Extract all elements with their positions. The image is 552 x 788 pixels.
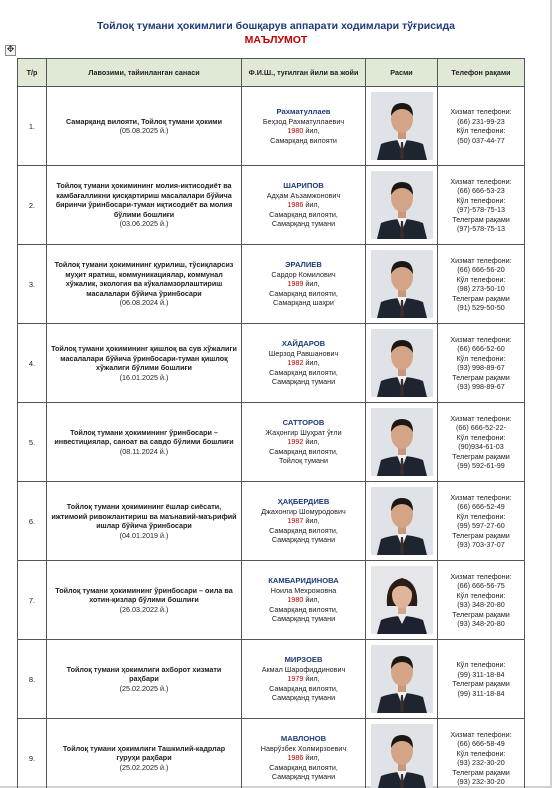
person-name: Сардор Комилович bbox=[271, 269, 336, 279]
portrait-man-photo bbox=[371, 645, 433, 713]
person-cell bbox=[242, 561, 366, 640]
photo-cell bbox=[366, 561, 438, 640]
person-birthplace: Самарқанд вилояти, bbox=[269, 683, 338, 693]
position-title: Тойлоқ тумани ҳокимлиги Ташкилий-кадрлар гуруҳи раҳбари bbox=[62, 743, 226, 763]
person-surname: ХАЙДАРОВ bbox=[281, 339, 326, 349]
person-birth-year bbox=[244, 358, 363, 368]
phone-line: (93) 232-30-20 bbox=[457, 758, 505, 767]
phone-line: (90)934-61-03 bbox=[458, 442, 504, 451]
birth-year-value: 1992 bbox=[287, 437, 304, 447]
person-birthplace: Самарқанд тумани bbox=[271, 693, 336, 703]
table-move-handle-icon[interactable]: ✥ bbox=[6, 45, 15, 55]
phone-line: (66) 666-52-49 bbox=[457, 502, 505, 511]
birth-year-value: 1989 bbox=[287, 279, 304, 289]
portrait-man-photo bbox=[371, 329, 433, 397]
portrait-man-photo bbox=[371, 92, 433, 160]
person-name: Наврўзбек Холмирзоевич bbox=[260, 743, 347, 753]
table-body bbox=[18, 87, 525, 788]
phone-line: (66) 666-56-75 bbox=[457, 581, 505, 590]
phone-line: Хизмат телефони: bbox=[450, 255, 512, 265]
row-number: 1. bbox=[18, 87, 47, 166]
table-row bbox=[18, 324, 525, 403]
person-name: Адҳам Аъзамжонович bbox=[266, 190, 341, 200]
header-photo: Расми bbox=[366, 59, 438, 87]
birth-year-value: 1986 bbox=[287, 753, 304, 763]
appointment-date: (05.08.2025 й.) bbox=[119, 126, 169, 135]
person-birth-year bbox=[244, 279, 363, 289]
appointment-date: (08.11.2024 й.) bbox=[119, 446, 169, 456]
position-title: Тойлоқ тумани ҳокимининг молия-иктисодиёт ва камбағалликни қисқартириш масалалари бўйича биринчи ўринбосари-туман иқтисодиёт ва молия бўлими бошлиғи bbox=[55, 181, 233, 219]
birth-year-suffix: йил, bbox=[303, 200, 320, 210]
phone-line: (97)-578-75-13 bbox=[457, 224, 505, 233]
row-number: 2. bbox=[18, 166, 47, 245]
phone-line: Телеграм рақами bbox=[452, 609, 510, 619]
position-cell bbox=[47, 561, 242, 640]
phone-line: Хизмат телефони: bbox=[450, 176, 512, 186]
person-birthplace: Самарқанд вилояти, bbox=[269, 525, 338, 535]
phone-line: Кўл телефони: bbox=[456, 195, 506, 205]
position-cell bbox=[47, 324, 242, 403]
person-birth-year bbox=[244, 126, 363, 136]
phone-line: (99) 311-18-84 bbox=[457, 669, 505, 679]
phone-cell bbox=[438, 403, 525, 482]
row-number: 4. bbox=[18, 324, 47, 403]
phone-cell bbox=[438, 87, 525, 166]
birth-year-suffix: йил, bbox=[303, 358, 320, 368]
person-cell bbox=[242, 324, 366, 403]
position-title: Тойлоқ тумани ҳокимининг қишлоқ ва сув хўжалиги масалалари бўйича ўринбосари-туман қишлоқ хўжалиги бўлими бошлиғи bbox=[51, 344, 237, 372]
header-phone: Телефон рақами bbox=[438, 59, 525, 87]
person-birthplace: Самарқанд вилояти, bbox=[269, 762, 338, 772]
phone-line: Кўл телефони: bbox=[456, 660, 506, 669]
portrait-woman-photo bbox=[371, 566, 433, 634]
phone-line: Кўл телефони: bbox=[456, 748, 506, 758]
phone-line: (50) 037-44-77 bbox=[457, 135, 505, 145]
person-birthplace: Самарқанд тумани bbox=[271, 377, 336, 387]
phone-line: Хизмат телефони: bbox=[450, 334, 512, 344]
person-cell bbox=[242, 245, 366, 324]
phone-line: Хизмат телефони: bbox=[450, 571, 512, 581]
person-surname: КАМБАРИДИНОВА bbox=[268, 576, 339, 586]
person-birth-year bbox=[244, 753, 363, 763]
person-cell bbox=[242, 166, 366, 245]
appointment-date: (25.02.2025 й.) bbox=[119, 762, 169, 772]
phone-line: Телеграм рақами bbox=[452, 679, 510, 688]
position-cell bbox=[47, 166, 242, 245]
phone-line: (97)-578-75-13 bbox=[457, 205, 505, 214]
phone-line: Телеграм рақами bbox=[452, 214, 510, 224]
phone-line: Телеграм рақами bbox=[452, 767, 510, 777]
person-cell bbox=[242, 719, 366, 788]
header-person: Ф.И.Ш., туғилган йили ва жойи bbox=[242, 59, 366, 87]
appointment-date: (04.01.2019 й.) bbox=[119, 530, 169, 540]
person-surname: ЭРАЛИЕВ bbox=[285, 260, 322, 270]
person-birthplace: Самарқанд вилояти, bbox=[269, 209, 338, 219]
portrait-man-photo bbox=[371, 408, 433, 476]
phone-line: (93) 998-89-67 bbox=[457, 382, 505, 391]
row-number: 7. bbox=[18, 561, 47, 640]
phone-line: Кўл телефони: bbox=[456, 432, 506, 442]
photo-cell bbox=[366, 87, 438, 166]
phone-line: (98) 273-50-10 bbox=[457, 284, 505, 293]
table-header-row bbox=[18, 59, 525, 87]
phone-line: Кўл телефони: bbox=[456, 511, 506, 521]
person-birth-year bbox=[244, 674, 363, 684]
person-birthplace: Самарқанд тумани bbox=[271, 614, 336, 624]
header-num: Т/р bbox=[18, 59, 47, 87]
appointment-date: (25.02.2025 й.) bbox=[119, 683, 169, 693]
phone-line: (66) 666-53-23 bbox=[457, 186, 505, 195]
photo-cell bbox=[366, 245, 438, 324]
table-row bbox=[18, 245, 525, 324]
phone-cell bbox=[438, 324, 525, 403]
person-birthplace: Самарқанд вилояти, bbox=[269, 604, 338, 614]
appointment-date: (26.03.2022 й.) bbox=[119, 604, 169, 614]
document-subtitle: МАЪЛУМОТ bbox=[244, 34, 308, 46]
phone-line: (66) 666-52-22- bbox=[456, 423, 506, 432]
person-cell bbox=[242, 403, 366, 482]
phone-line: (66) 666-56-20 bbox=[457, 265, 505, 274]
phone-line: Кўл телефони: bbox=[456, 274, 506, 284]
birth-year-suffix: йил, bbox=[303, 595, 320, 605]
photo-cell bbox=[366, 640, 438, 719]
person-birthplace: Самарқанд вилояти, bbox=[269, 446, 338, 456]
phone-line: (91) 529-50-50 bbox=[457, 303, 505, 312]
phone-line: (93) 348-20-80 bbox=[457, 600, 505, 609]
phone-line: Телеграм рақами bbox=[452, 530, 510, 540]
phone-line: (99) 311-18-84 bbox=[457, 688, 505, 698]
person-birth-year bbox=[244, 437, 363, 447]
table-row bbox=[18, 719, 525, 788]
portrait-man-photo bbox=[371, 487, 433, 555]
position-title: Тойлоқ тумани ҳокимининг ўринбосари – инвестициялар, саноат ва савдо бўлими бошлиғи bbox=[54, 427, 234, 447]
phone-line: Кўл телефони: bbox=[456, 126, 506, 135]
position-title: Самарқанд вилояти, Тойлоқ тумани ҳокими bbox=[65, 116, 223, 126]
person-birth-year bbox=[244, 516, 363, 526]
phone-line: Хизмат телефони: bbox=[450, 729, 512, 739]
position-cell bbox=[47, 87, 242, 166]
phone-line: (66) 231-99-23 bbox=[457, 116, 505, 126]
birth-year-suffix: йил, bbox=[303, 437, 320, 447]
person-birthplace: Самарқанд вилояти, bbox=[269, 367, 338, 377]
photo-cell bbox=[366, 166, 438, 245]
person-birthplace: Самарқанд тумани bbox=[271, 772, 336, 782]
birth-year-value: 1986 bbox=[287, 200, 304, 210]
staff-table bbox=[17, 58, 525, 788]
person-name: Беҳзод Рахматуллаевич bbox=[262, 116, 345, 126]
person-birthplace: Самарқанд вилояти bbox=[270, 135, 337, 145]
phone-line: Телеграм рақами bbox=[452, 293, 510, 303]
phone-line: Хизмат телефони: bbox=[450, 413, 512, 423]
person-birthplace: Самарқанд шаҳри bbox=[273, 298, 334, 308]
phone-cell bbox=[438, 166, 525, 245]
person-birthplace: Самарқанд тумани bbox=[271, 219, 336, 229]
birth-year-value: 1980 bbox=[287, 595, 304, 605]
table-row bbox=[18, 561, 525, 640]
photo-cell bbox=[366, 324, 438, 403]
phone-line: (93) 703-37-07 bbox=[457, 540, 505, 549]
birth-year-value: 1987 bbox=[287, 516, 304, 526]
position-title: Тойлоқ тумани ҳокимлиги ахборот хизмати раҳбари bbox=[66, 664, 222, 684]
phone-cell bbox=[438, 245, 525, 324]
position-cell bbox=[47, 245, 242, 324]
person-surname: МАВЛОНОВ bbox=[280, 734, 327, 744]
table-row bbox=[18, 403, 525, 482]
row-number: 5. bbox=[18, 403, 47, 482]
portrait-man-photo bbox=[371, 724, 433, 788]
person-name: Жаҳонгир Шуҳрат ўғли bbox=[265, 427, 342, 437]
portrait-man-photo bbox=[371, 250, 433, 318]
person-name: Шерзод Равшанович bbox=[268, 348, 339, 358]
phone-cell bbox=[438, 640, 525, 719]
phone-line: Телеграм рақами bbox=[452, 372, 510, 382]
appointment-date: (03.06.2025 й.) bbox=[119, 219, 169, 229]
person-surname: ҲАҚБЕРДИЕВ bbox=[277, 497, 330, 507]
birth-year-suffix: йил, bbox=[303, 126, 320, 135]
appointment-date: (16.01.2025 й.) bbox=[119, 372, 169, 382]
position-cell bbox=[47, 640, 242, 719]
table-row bbox=[18, 166, 525, 245]
person-cell bbox=[242, 87, 366, 166]
person-birth-year bbox=[244, 595, 363, 605]
person-surname: ШАРИПОВ bbox=[283, 181, 324, 191]
appointment-date: (06.08.2024 й.) bbox=[119, 298, 169, 308]
row-number: 8. bbox=[18, 640, 47, 719]
person-birthplace: Самарқанд тумани bbox=[271, 535, 336, 545]
birth-year-suffix: йил, bbox=[303, 516, 320, 526]
person-cell bbox=[242, 640, 366, 719]
phone-line: Телеграм рақами bbox=[452, 451, 510, 461]
phone-cell bbox=[438, 482, 525, 561]
position-title: Тойлоқ тумани ҳокимининг қурилиш, тўсиқларсиз муҳит яратиш, коммуникациялар, коммунал хўжалик, экология ва кўкаламзорлаштириш масалалари бўйича ўринбосари bbox=[54, 260, 234, 298]
row-number: 3. bbox=[18, 245, 47, 324]
birth-year-value: 1979 bbox=[287, 674, 304, 684]
person-name: Джахонгир Шомуродович bbox=[261, 506, 346, 516]
birth-year-value: 1982 bbox=[287, 358, 304, 368]
phone-line: Хизмат телефони: bbox=[450, 107, 512, 116]
position-title: Тойлоқ тумани ҳокимининг ўринбосари – оила ва хотин-қизлар бўлими бошлиғи bbox=[55, 585, 233, 605]
position-cell bbox=[47, 482, 242, 561]
birth-year-suffix: йил, bbox=[303, 753, 320, 763]
person-cell bbox=[242, 482, 366, 561]
phone-cell bbox=[438, 719, 525, 788]
phone-cell bbox=[438, 561, 525, 640]
portrait-man-photo bbox=[371, 171, 433, 239]
phone-line: Кўл телефони: bbox=[456, 353, 506, 363]
person-birth-year bbox=[244, 200, 363, 210]
person-surname: МИРЗОЕВ bbox=[284, 655, 323, 665]
photo-cell bbox=[366, 403, 438, 482]
phone-line: (99) 597-27-60 bbox=[457, 521, 505, 530]
birth-year-suffix: йил, bbox=[303, 674, 320, 684]
table-row bbox=[18, 640, 525, 719]
row-number: 9. bbox=[18, 719, 47, 788]
phone-line: (66) 666-58-49 bbox=[457, 739, 505, 748]
table-row bbox=[18, 482, 525, 561]
person-surname: Рахматуллаев bbox=[276, 107, 331, 116]
document-title: Тойлоқ тумани ҳокимлиги бошқарув аппарати ходимлари тўғрисида bbox=[96, 20, 456, 32]
phone-line: Хизмат телефони: bbox=[450, 492, 512, 502]
table-row bbox=[18, 87, 525, 166]
phone-line: (93) 348-20-80 bbox=[457, 619, 505, 628]
phone-line: (66) 666-52-60 bbox=[457, 344, 505, 353]
person-birthplace: Самарқанд вилояти, bbox=[269, 288, 338, 298]
phone-line: (93) 232-30-20 bbox=[457, 777, 505, 786]
photo-cell bbox=[366, 482, 438, 561]
photo-cell bbox=[366, 719, 438, 788]
header-position: Лавозими, тайинланган санаси bbox=[47, 59, 242, 87]
row-number: 6. bbox=[18, 482, 47, 561]
birth-year-suffix: йил, bbox=[303, 279, 320, 289]
person-name: Акмал Шарофиддинович bbox=[261, 664, 346, 674]
phone-line: (93) 998-89-67 bbox=[457, 363, 505, 372]
birth-year-value: 1980 bbox=[287, 126, 304, 135]
phone-line: (99) 592-61-99 bbox=[457, 461, 505, 470]
person-surname: САТТОРОВ bbox=[282, 418, 325, 428]
position-title: Тойлоқ тумани ҳокимининг ёшлар сиёсати, ижтимоий ривожлантириш ва маънавий-маърифий ишлар бўйича ўринбосари bbox=[51, 502, 237, 530]
position-cell bbox=[47, 719, 242, 788]
person-name: Ноила Мехрожовна bbox=[270, 585, 337, 595]
person-birthplace: Тойлоқ тумани bbox=[278, 456, 329, 466]
position-cell bbox=[47, 403, 242, 482]
phone-line: Кўл телефони: bbox=[456, 590, 506, 600]
